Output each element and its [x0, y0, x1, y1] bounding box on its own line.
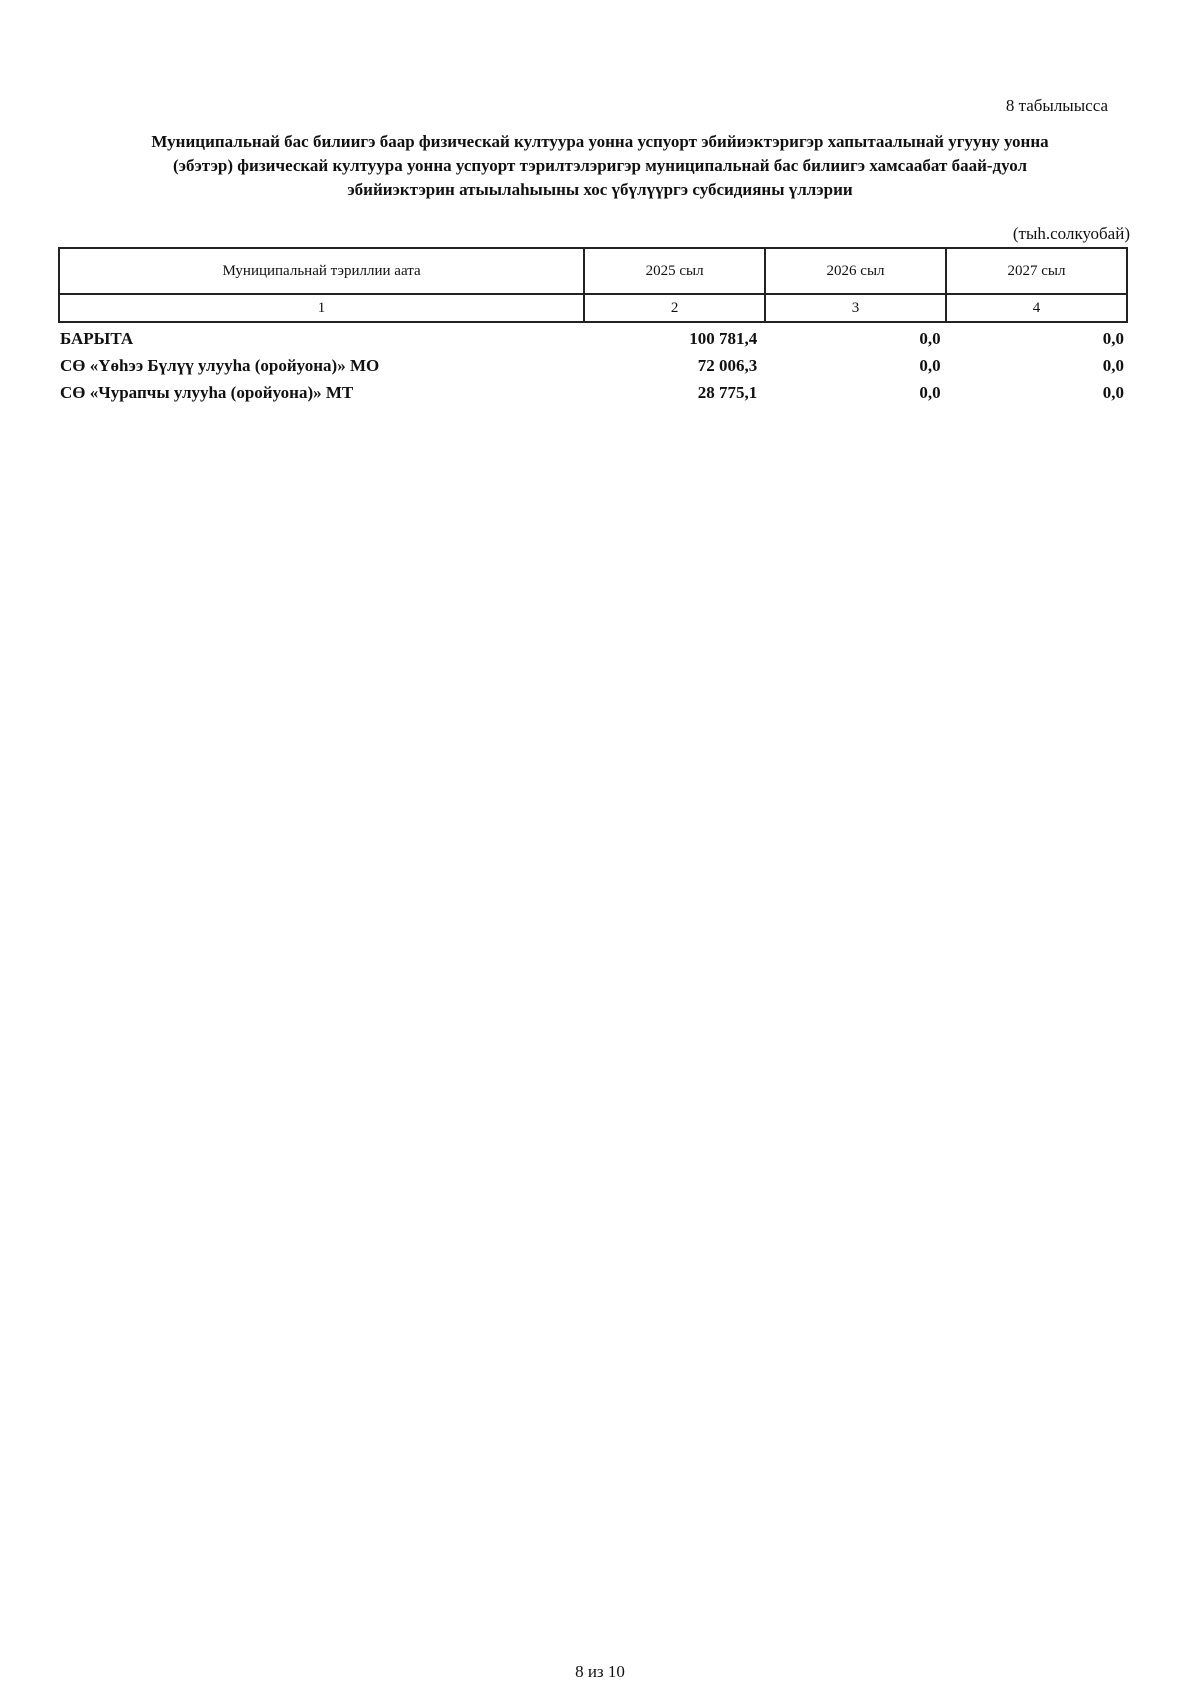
row-name: БАРЫТА [60, 328, 134, 348]
column-number: 1 [59, 294, 584, 322]
value-2025: 28 775,1 [697, 382, 758, 402]
title-line: Муниципальнай бас билиигэ баар физическай култуура уонна успуорт эбийиэктэригэр хапытаалынай угууну уонна [151, 132, 1049, 151]
row-name: СӨ «Чурапчы улууһа (оройуона)» МТ [60, 382, 354, 402]
value-2026: 0,0 [919, 355, 941, 375]
appendix-label: 8 табылыысса [1005, 96, 1108, 115]
value-2027: 0,0 [1102, 328, 1124, 348]
header-row [59, 248, 1127, 294]
column-number: 4 [946, 294, 1127, 322]
column-number-row [59, 294, 1127, 322]
table-header [58, 247, 1128, 323]
table-row [58, 352, 1128, 379]
value-2026: 0,0 [919, 328, 941, 348]
column-number: 3 [765, 294, 946, 322]
document-title [60, 130, 1140, 202]
table-row-total [58, 325, 1128, 352]
table-row [58, 379, 1128, 406]
value-2026: 0,0 [919, 382, 941, 402]
column-header-2027: 2027 сыл [946, 248, 1127, 294]
column-header-name: Муниципальнай тэриллии аата [59, 248, 584, 294]
value-2025: 100 781,4 [689, 328, 758, 348]
units-label: (тыһ.солкуобай) [1012, 224, 1130, 243]
column-header-2026: 2026 сыл [765, 248, 946, 294]
value-2025: 72 006,3 [697, 355, 758, 375]
column-header-2025: 2025 сыл [584, 248, 765, 294]
row-name: СӨ «Үөһээ Бүлүү улууһа (оройуона)» МО [60, 355, 380, 375]
title-line: (эбэтэр) физическай култуура уонна успуорт тэрилтэлэригэр муниципальнай бас билиигэ хамсаабат баай-дуол [172, 156, 1028, 175]
value-2027: 0,0 [1102, 382, 1124, 402]
value-2027: 0,0 [1102, 355, 1124, 375]
title-line: эбийиэктэрин атыылаһыыны хос үбүлүүргэ субсидияны үллэрии [347, 180, 853, 199]
column-number: 2 [584, 294, 765, 322]
page-number: 8 из 10 [575, 1662, 625, 1681]
data-table [58, 325, 1128, 406]
